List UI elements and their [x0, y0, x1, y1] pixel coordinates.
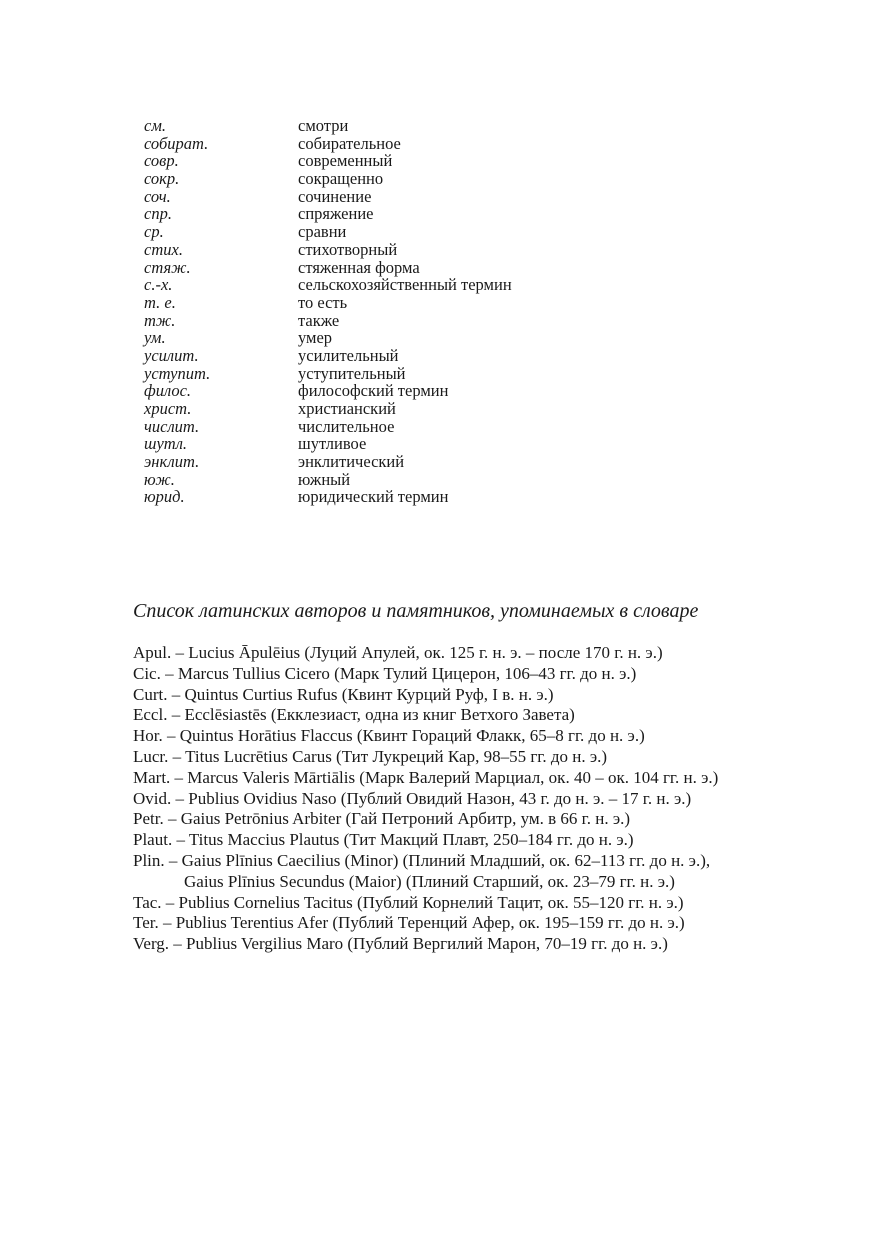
- abbreviation-term: филос.: [144, 381, 192, 401]
- abbreviation-term: т. е.: [144, 292, 176, 312]
- abbreviation-row: [144, 382, 512, 400]
- abbreviation-definition: сокращенно: [298, 169, 384, 189]
- authors-list: [133, 643, 718, 955]
- abbreviation-term: собират.: [144, 133, 209, 153]
- abbreviation-definition: спряжение: [298, 204, 374, 224]
- author-entry: Cic. – Marcus Tullius Cicero (Марк Тулий Цицерон, 106–43 гг. до н. э.): [133, 663, 637, 683]
- author-entry: Curt. – Quintus Curtius Rufus (Квинт Курций Руф, I в. н. э.): [133, 684, 554, 704]
- abbreviation-row: [144, 400, 512, 418]
- abbreviation-term: с.-х.: [144, 275, 173, 295]
- author-entry: Lucr. – Titus Lucrētius Carus (Тит Лукреций Кар, 98–55 гг. до н. э.): [133, 746, 608, 766]
- abbreviation-row: [144, 259, 512, 277]
- abbreviation-term: стих.: [144, 239, 183, 259]
- abbreviation-definition: южный: [298, 469, 351, 489]
- author-entry: Mart. – Marcus Valeris Mārtiālis (Марк Валерий Марциал, ок. 40 – ок. 104 гг. н. э.): [133, 767, 719, 787]
- author-entry: Petr. – Gaius Petrōnius Arbiter (Гай Петроний Арбитр, ум. в 66 г. н. э.): [133, 809, 631, 829]
- author-entry: Ter. – Publius Terentius Afer (Публий Теренций Афер, ок. 195–159 гг. до н. э.): [133, 913, 685, 933]
- abbreviation-row: [144, 170, 512, 188]
- author-entry-continuation: Gaius Plīnius Secundus (Maior) (Плиний Старший, ок. 23–79 гг. н. э.): [184, 871, 675, 891]
- abbreviation-term: уступит.: [144, 363, 211, 383]
- abbreviation-term: стяж.: [144, 257, 191, 277]
- abbreviation-definition: смотри: [298, 116, 349, 135]
- abbreviation-definition: также: [298, 310, 340, 330]
- abbreviation-term: соч.: [144, 186, 171, 206]
- abbreviation-definition: современный: [298, 151, 393, 171]
- author-entry: Eccl. – Ecclēsiastēs (Екклезиаст, одна из книг Ветхого Завета): [133, 705, 575, 725]
- abbreviation-definition: стихотворный: [298, 239, 398, 259]
- abbreviation-row: [144, 205, 512, 223]
- abbreviation-row: [144, 152, 512, 170]
- abbreviation-term: совр.: [144, 151, 179, 171]
- abbreviation-term: тж.: [144, 310, 176, 330]
- abbreviation-list: [144, 117, 512, 506]
- abbreviation-row: [144, 294, 512, 312]
- abbreviation-row: [144, 418, 512, 436]
- abbreviation-term: ср.: [144, 222, 164, 242]
- abbreviation-term: усилит.: [144, 345, 199, 365]
- abbreviation-term: спр.: [144, 204, 172, 224]
- abbreviation-definition: сравни: [298, 222, 347, 242]
- abbreviation-row: [144, 223, 512, 241]
- abbreviation-definition: сельскохозяйственный термин: [298, 275, 512, 295]
- abbreviation-row: [144, 365, 512, 383]
- abbreviation-term: см.: [144, 116, 166, 135]
- abbreviation-definition: собирательное: [298, 133, 401, 153]
- author-entry: Plin. – Gaius Plīnius Caecilius (Minor) (Плиний Младший, ок. 62–113 гг. до н. э.),: [133, 850, 711, 870]
- abbreviation-definition: шутливое: [298, 434, 367, 454]
- abbreviation-term: юж.: [144, 469, 175, 489]
- authors-section-heading: Список латинских авторов и памятников, упоминаемых в словаре: [133, 600, 699, 622]
- abbreviation-row: [144, 347, 512, 365]
- abbreviation-row: [144, 453, 512, 471]
- abbreviation-term: шутл.: [144, 434, 188, 454]
- abbreviation-term: ум.: [144, 328, 166, 348]
- abbreviation-definition: энклитический: [298, 452, 405, 472]
- abbreviation-row: [144, 241, 512, 259]
- abbreviation-definition: философский термин: [298, 381, 449, 401]
- abbreviation-term: юрид.: [144, 487, 185, 507]
- abbreviation-row: [144, 488, 512, 506]
- author-entry: Verg. – Publius Vergilius Maro (Публий Вергилий Марон, 70–19 гг. до н. э.): [133, 934, 668, 954]
- abbreviation-definition: христианский: [298, 399, 396, 418]
- abbreviation-term: числит.: [144, 416, 200, 436]
- abbreviation-definition: то есть: [298, 292, 348, 312]
- author-entry: Plaut. – Titus Maccius Plautus (Тит Макций Плавт, 250–184 гг. до н. э.): [133, 830, 634, 850]
- abbreviation-term: христ.: [144, 399, 192, 418]
- abbreviation-row: [144, 135, 512, 153]
- author-entry: Ovid. – Publius Ovidius Naso (Публий Овидий Назон, 43 г. до н. э. – 17 г. н. э.): [133, 788, 692, 808]
- abbreviation-definition: юридический термин: [298, 487, 449, 507]
- abbreviation-definition: уступительный: [298, 363, 406, 383]
- abbreviation-row: [144, 329, 512, 347]
- author-entry: Hor. – Quintus Horātius Flaccus (Квинт Гораций Флакк, 65–8 гг. до н. э.): [133, 726, 645, 746]
- abbreviation-row: [144, 188, 512, 206]
- abbreviation-definition: усилительный: [298, 345, 399, 365]
- abbreviation-definition: числительное: [298, 416, 395, 436]
- abbreviation-definition: умер: [298, 328, 333, 348]
- abbreviation-row: [144, 312, 512, 330]
- abbreviation-definition: стяженная форма: [298, 257, 420, 277]
- abbreviation-row: [144, 276, 512, 294]
- abbreviation-term: энклит.: [144, 452, 200, 472]
- abbreviation-row: [144, 117, 512, 135]
- abbreviation-definition: сочинение: [298, 186, 372, 206]
- abbreviation-row: [144, 471, 512, 489]
- author-entry: Apul. – Lucius Āpulēius (Луций Апулей, ок. 125 г. н. э. – после 170 г. н. э.): [133, 643, 663, 662]
- abbreviation-term: сокр.: [144, 169, 180, 189]
- abbreviation-row: [144, 435, 512, 453]
- author-entry: Tac. – Publius Cornelius Tacitus (Публий Корнелий Тацит, ок. 55–120 гг. н. э.): [133, 892, 684, 912]
